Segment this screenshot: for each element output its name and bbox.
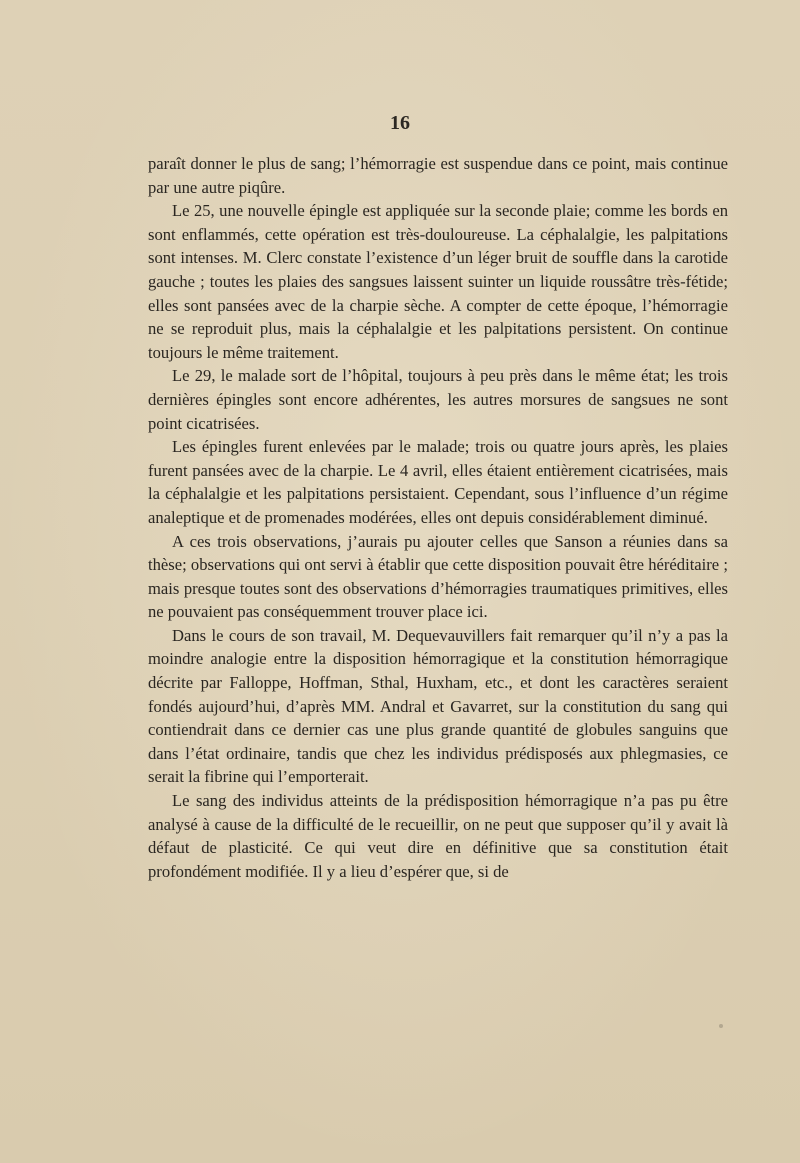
paragraph-6: Dans le cours de son travail, M. Dequevauvillers fait remarquer qu’il n’y a pas la moindre analogie entre la disposition hémorragique et la constitution hémorragique décrite par Falloppe, Hoffman, Sthal, Huxham, etc., et dont les caractères seraient fondés aujourd’hui, d’après MM. Andral et Gavarret, sur la constitution du sang qui contiendrait dans ce dernier cas une plus grande quantité de globules sanguins que dans l’état ordinaire, tandis que chez les individus prédisposés aux phlegmasies, ce serait la fibrine qui l’emporterait. — [148, 625, 728, 787]
paragraph-1: paraît donner le plus de sang; l’hémorragie est suspendue dans ce point, mais continue par une autre piqûre. — [148, 154, 728, 197]
paragraph-3: Le 29, le malade sort de l’hôpital, toujours à peu près dans le même état; les trois dernières épingles sont encore adhérentes, les autres morsures de sangsues ne sont point cicatrisées. — [148, 366, 728, 433]
page-number: 16 — [390, 112, 410, 134]
paragraph-7: Le sang des individus atteints de la prédisposition hémorragique n’a pas pu être analysé à cause de la difficulté de le recueillir, on ne peut que supposer qu’il y avait là défaut de plasticité. Ce qui veut dire en définitive que sa constitution était profondément modifiée. Il y a lieu d’espérer que, si de — [148, 791, 728, 881]
paragraph-4: Les épingles furent enlevées par le malade; trois ou quatre jours après, les plaies furent pansées avec de la charpie. Le 4 avril, elles étaient entièrement cicatrisées, mais la céphalalgie et les palpitations persistaient. Cependant, sous l’influence d’un régime analeptique et de promenades modérées, elles ont depuis considérablement diminué. — [148, 437, 728, 527]
paragraph-5: A ces trois observations, j’aurais pu ajouter celles que Sanson a réunies dans sa thèse; observations qui ont servi à établir que cette disposition pouvait être héréditaire ; mais presque toutes sont des observations d’hémorragies traumatiques primitives, elles ne pouvaient pas conséquemment trouver place ici. — [148, 531, 728, 622]
paper-speck — [719, 1024, 723, 1028]
paragraph-2: Le 25, une nouvelle épingle est appliquée sur la seconde plaie; comme les bords en sont enflammés, cette opération est très-douloureuse. La céphalalgie, les palpitations sont intenses. M. Clerc constate l’existence d’un léger bruit de souffle dans la carotide gauche ; toutes les plaies des sangsues laissent suinter un liquide roussâtre très-fétide; elles sont pansées avec de la charpie sèche. A compter de cette époque, l’hémorragie ne se reproduit plus, mais la céphalalgie et les palpitations persistent. On continue toujours le même traitement. — [148, 201, 728, 362]
body-text — [148, 152, 728, 883]
